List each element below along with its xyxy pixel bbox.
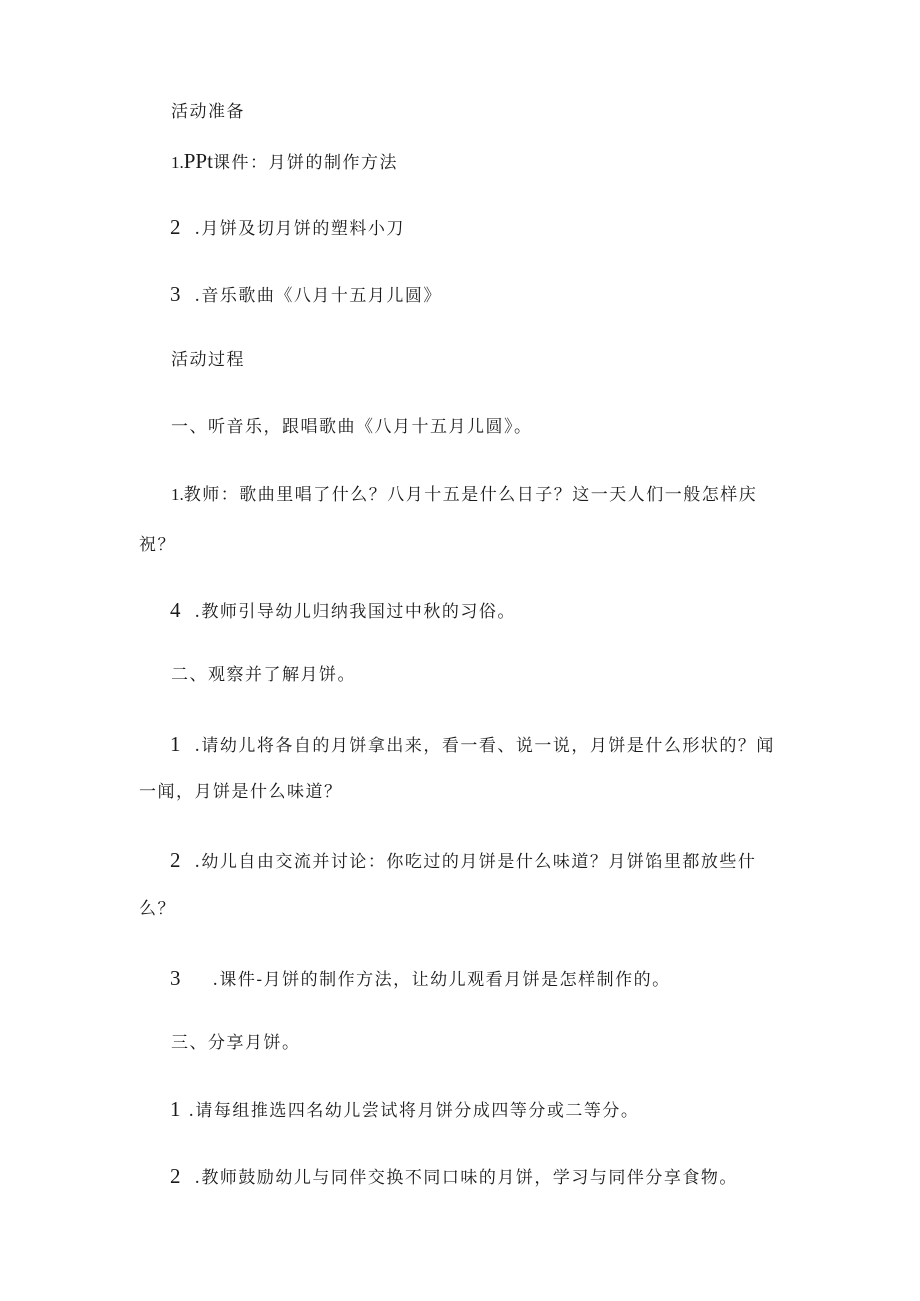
section-2-item-3-num: 3 bbox=[170, 966, 181, 990]
prep-item-1-num: 1. bbox=[171, 153, 184, 172]
prep-item-2-num: 2 bbox=[170, 215, 181, 239]
section-1-heading-text: 一、听音乐，跟唱歌曲《八月十五月儿圆》。 bbox=[171, 417, 533, 437]
section-1-item-1-num: 1. bbox=[171, 485, 184, 504]
section-1-heading bbox=[171, 419, 533, 436]
prep-heading bbox=[171, 104, 245, 121]
process-heading-text: 活动过程 bbox=[171, 350, 245, 370]
section-1-item-2-text: .教师引导幼儿归纳我国过中秋的习俗。 bbox=[194, 602, 516, 622]
section-2-item-1-text-cont: 一闻，月饼是什么味道？ bbox=[139, 782, 343, 802]
section-2-item-1-line-2 bbox=[139, 784, 343, 801]
prep-item-1 bbox=[171, 151, 398, 172]
section-1-item-1-text-cont: 祝？ bbox=[139, 535, 176, 555]
section-3-item-2-num: 2 bbox=[170, 1164, 181, 1188]
section-2-item-2-line-1 bbox=[170, 850, 756, 871]
section-1-item-1-line-1 bbox=[171, 486, 757, 504]
section-2-item-1-num: 1 bbox=[170, 732, 181, 756]
prep-item-1-text: 课件：月饼的制作方法 bbox=[212, 153, 398, 173]
prep-item-1-ppt: PPt bbox=[183, 149, 213, 173]
section-2-item-2-text: .幼儿自由交流并讨论：你吃过的月饼是什么味道？月饼馅里都放些什 bbox=[194, 852, 757, 872]
section-2-item-2-text-cont: 么？ bbox=[139, 899, 176, 919]
section-2-item-1-text: .请幼儿将各自的月饼拿出来，看一看、说一说，月饼是什么形状的？闻 bbox=[194, 736, 775, 756]
section-2-item-1-line-1 bbox=[170, 734, 775, 755]
section-1-item-2-num: 4 bbox=[170, 598, 181, 622]
section-2-item-3-text: .课件-月饼的制作方法，让幼儿观看月饼是怎样制作的。 bbox=[212, 970, 671, 990]
section-1-item-1-line-2 bbox=[139, 537, 176, 554]
section-3-heading-text: 三、分享月饼。 bbox=[171, 1033, 301, 1053]
prep-item-3-num: 3 bbox=[170, 282, 181, 306]
section-2-heading bbox=[171, 667, 356, 684]
section-2-item-3 bbox=[170, 968, 671, 989]
section-3-heading bbox=[171, 1035, 301, 1052]
section-2-item-2-num: 2 bbox=[170, 848, 181, 872]
prep-item-3 bbox=[170, 284, 442, 305]
prep-item-2-text: .月饼及切月饼的塑料小刀 bbox=[194, 219, 405, 239]
prep-heading-text: 活动准备 bbox=[171, 102, 245, 122]
prep-item-2 bbox=[170, 217, 405, 238]
section-3-item-1 bbox=[170, 1099, 639, 1120]
section-1-item-1-text: 教师：歌曲里唱了什么？八月十五是什么日子？这一天人们一般怎样庆 bbox=[183, 485, 758, 505]
prep-item-3-text: .音乐歌曲《八月十五月儿圆》 bbox=[194, 286, 442, 306]
process-heading bbox=[171, 352, 245, 369]
section-3-item-1-num: 1 bbox=[170, 1097, 181, 1121]
section-2-heading-text: 二、观察并了解月饼。 bbox=[171, 665, 356, 685]
section-3-item-2 bbox=[170, 1166, 738, 1187]
section-1-item-2 bbox=[170, 600, 516, 621]
section-3-item-1-text: .请每组推选四名幼儿尝试将月饼分成四等分或二等分。 bbox=[188, 1101, 640, 1121]
section-2-item-2-line-2 bbox=[139, 901, 176, 918]
section-3-item-2-text: .教师鼓励幼儿与同伴交换不同口味的月饼，学习与同伴分享食物。 bbox=[194, 1168, 738, 1188]
